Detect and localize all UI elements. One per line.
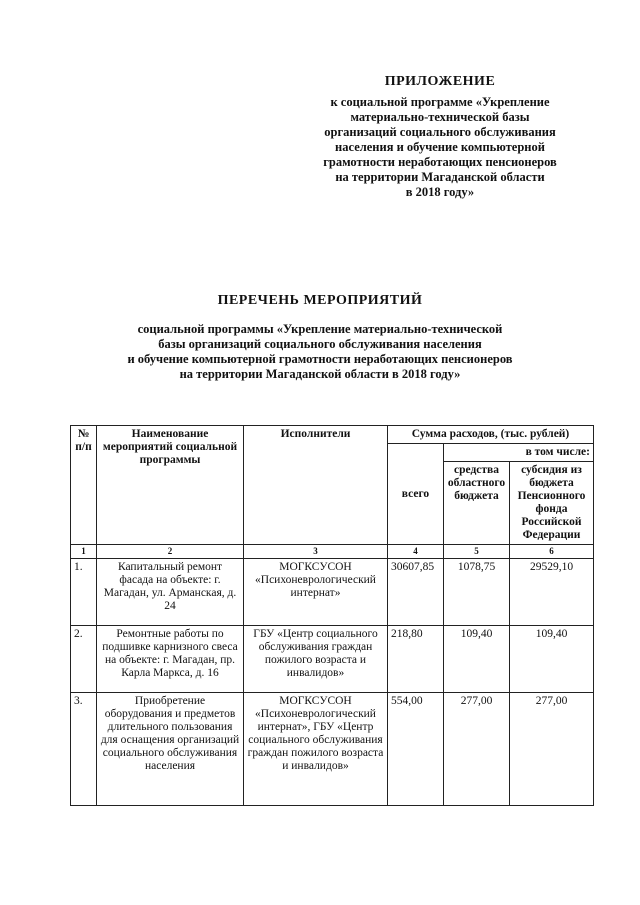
row-num: 2. xyxy=(71,626,97,693)
table-row xyxy=(71,626,594,693)
document-title: ПЕРЕЧЕНЬ МЕРОПРИЯТИЙ xyxy=(217,293,423,308)
appendix-block xyxy=(290,74,590,200)
heading-line: на территории Магаданской области в 2018 году» xyxy=(179,367,461,381)
row-total: 30607,85 xyxy=(388,559,444,626)
heading-line: и обучение компьютерной грамотности неработающих пенсионеров xyxy=(127,352,513,366)
heading-line: базы организаций социального обслуживания населения xyxy=(158,337,482,351)
appendix-line: на территории Магаданской области xyxy=(335,170,545,184)
events-table xyxy=(70,425,594,806)
appendix-line: к социальной программе «Укрепление xyxy=(330,95,550,109)
row-pension: 29529,10 xyxy=(510,559,594,626)
row-name: Ремонтные работы по подшивке карнизного свеса на объекте: г. Магадан, пр. Карла Маркса, д. 16 xyxy=(97,626,244,693)
table-row xyxy=(71,559,594,626)
row-total: 218,80 xyxy=(388,626,444,693)
row-regional: 1078,75 xyxy=(444,559,510,626)
row-regional: 109,40 xyxy=(444,626,510,693)
row-total: 554,00 xyxy=(388,693,444,806)
header-including: в том числе: xyxy=(444,444,594,462)
row-executor: МОГКСУСОН «Психоневрологический интернат» xyxy=(244,559,388,626)
column-number: 2 xyxy=(97,545,244,559)
appendix-line: населения и обучение компьютерной xyxy=(335,140,545,154)
header-name: Наименование мероприятий социальной программы xyxy=(97,426,244,545)
column-number: 6 xyxy=(510,545,594,559)
appendix-line: материально-технической базы xyxy=(350,110,530,124)
row-pension: 109,40 xyxy=(510,626,594,693)
appendix-line: организаций социального обслуживания xyxy=(324,125,556,139)
column-number-row xyxy=(71,545,594,559)
header-regional: средства областного бюджета xyxy=(444,462,510,545)
header-num: № п/п xyxy=(71,426,97,545)
appendix-title: ПРИЛОЖЕНИЕ xyxy=(384,74,496,89)
header-pension: субсидия из бюджета Пенсионного фонда Российской Федерации xyxy=(510,462,594,545)
heading-line: социальной программы «Укрепление материально-технической xyxy=(137,322,503,336)
row-num: 3. xyxy=(71,693,97,806)
row-regional: 277,00 xyxy=(444,693,510,806)
row-executor: МОГКСУСОН «Психоневрологический интернат», ГБУ «Центр социального обслуживания граждан пожилого возраста и инвалидов» xyxy=(244,693,388,806)
row-num: 1. xyxy=(71,559,97,626)
header-total: всего xyxy=(388,444,444,545)
column-number: 5 xyxy=(444,545,510,559)
document-heading xyxy=(40,293,600,382)
table-row xyxy=(71,693,594,806)
column-number: 1 xyxy=(71,545,97,559)
row-executor: ГБУ «Центр социального обслуживания граждан пожилого возраста и инвалидов» xyxy=(244,626,388,693)
column-number: 3 xyxy=(244,545,388,559)
header-sum: Сумма расходов, (тыс. рублей) xyxy=(388,426,594,444)
appendix-line: в 2018 году» xyxy=(405,185,475,199)
appendix-line: грамотности неработающих пенсионеров xyxy=(323,155,557,169)
row-name: Капитальный ремонт фасада на объекте: г. Магадан, ул. Арманская, д. 24 xyxy=(97,559,244,626)
row-name: Приобретение оборудования и предметов длительного пользования для оснащения организаций социального обслуживания населения xyxy=(97,693,244,806)
header-executors: Исполнители xyxy=(244,426,388,545)
column-number: 4 xyxy=(388,545,444,559)
row-pension: 277,00 xyxy=(510,693,594,806)
